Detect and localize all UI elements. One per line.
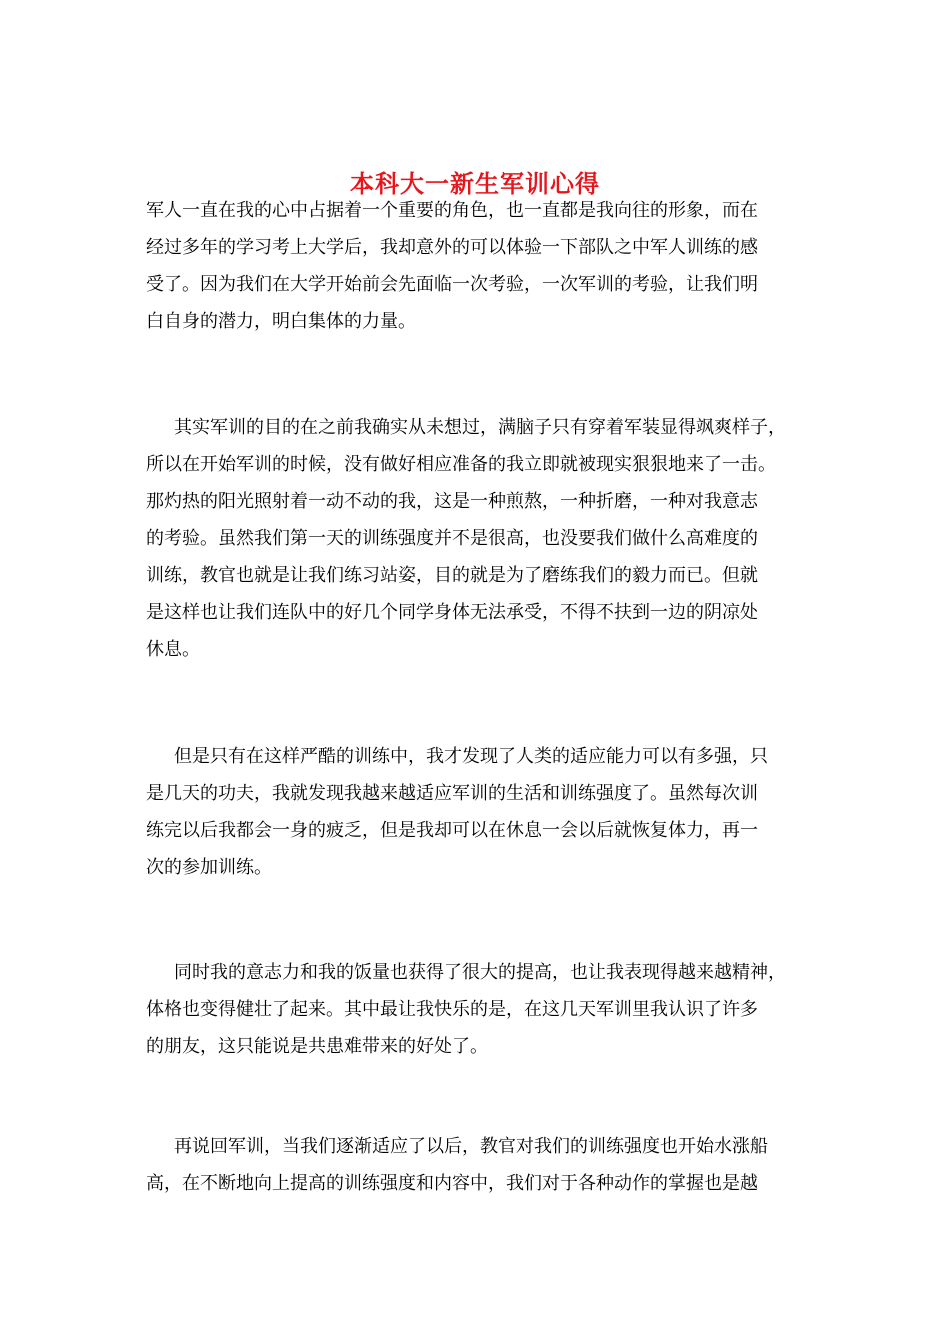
paragraph-line: 次的参加训练。: [146, 857, 272, 878]
paragraph-line: 白自身的潜力，明白集体的力量。: [146, 311, 416, 332]
paragraph-line: 经过多年的学习考上大学后，我却意外的可以体验一下部队之中军人训练的感: [146, 237, 758, 258]
paragraph-line: 练完以后我都会一身的疲乏，但是我却可以在休息一会以后就恢复体力，再一: [146, 820, 758, 841]
paragraph-line: 那灼热的阳光照射着一动不动的我，这是一种煎熬，一种折磨，一种对我意志: [146, 491, 758, 512]
paragraph-line: 但是只有在这样严酷的训练中，我才发现了人类的适应能力可以有多强，只: [174, 746, 768, 767]
paragraph-line: 再说回军训，当我们逐渐适应了以后，教官对我们的训练强度也开始水涨船: [174, 1136, 768, 1157]
paragraph-line: 其实军训的目的在之前我确实从未想过，满脑子只有穿着军装显得飒爽样子，: [174, 417, 786, 438]
document-title: 本科大一新生军训心得: [350, 169, 600, 199]
paragraph-line: 高，在不断地向上提高的训练强度和内容中，我们对于各种动作的掌握也是越: [146, 1173, 758, 1194]
paragraph-line: 是这样也让我们连队中的好几个同学身体无法承受，不得不扶到一边的阴凉处: [146, 602, 758, 623]
paragraph-line: 体格也变得健壮了起来。其中最让我快乐的是，在这几天军训里我认识了许多: [146, 999, 758, 1020]
paragraph-4: [146, 954, 818, 1065]
paragraph-line: 的朋友，这只能说是共患难带来的好处了。: [146, 1036, 488, 1057]
paragraph-5: [146, 1128, 818, 1202]
paragraph-line: 同时我的意志力和我的饭量也获得了很大的提高，也让我表现得越来越精神，: [174, 962, 786, 983]
paragraph-3: [146, 738, 818, 886]
paragraph-2: [146, 409, 818, 668]
paragraph-1: [146, 192, 818, 340]
paragraph-line: 受了。因为我们在大学开始前会先面临一次考验，一次军训的考验，让我们明: [146, 274, 758, 295]
paragraph-line: 军人一直在我的心中占据着一个重要的角色，也一直都是我向往的形象，而在: [146, 200, 758, 221]
paragraph-line: 休息。: [146, 639, 200, 660]
paragraph-line: 训练，教官也就是让我们练习站姿，目的就是为了磨练我们的毅力而已。但就: [146, 565, 758, 586]
paragraph-line: 所以在开始军训的时候，没有做好相应准备的我立即就被现实狠狠地来了一击。: [146, 454, 776, 475]
paragraph-line: 是几天的功夫，我就发现我越来越适应军训的生活和训练强度了。虽然每次训: [146, 783, 758, 804]
paragraph-line: 的考验。虽然我们第一天的训练强度并不是很高，也没要我们做什么高难度的: [146, 528, 758, 549]
